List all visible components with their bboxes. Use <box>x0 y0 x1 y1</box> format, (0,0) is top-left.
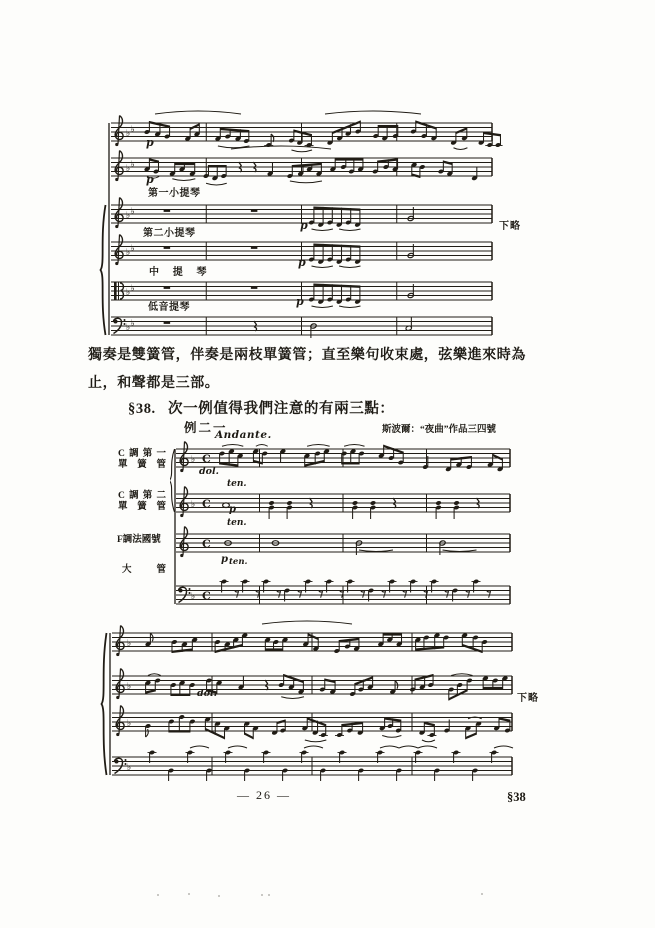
svg-text:♭: ♭ <box>130 207 135 217</box>
dynamic-p-viola: p <box>296 295 304 308</box>
scan-artifact-dot <box>157 894 159 896</box>
viola-label: 中提琴 <box>149 267 207 278</box>
svg-text:♭: ♭ <box>127 682 132 692</box>
music-system-example-21-a <box>170 440 515 612</box>
p-marking-clarinet2: p <box>229 504 236 515</box>
horn-label: F調法國號 <box>117 535 161 545</box>
svg-text:♭: ♭ <box>130 319 135 329</box>
svg-text:C: C <box>202 589 211 603</box>
ten-marking-1: ten. <box>227 479 247 489</box>
clarinet1-label-line2: 單簧管 <box>118 460 166 470</box>
scan-artifact-dot <box>218 895 220 897</box>
scan-artifact-dot <box>188 893 190 895</box>
clarinet1-label-line1: C調第一 <box>118 449 166 459</box>
paragraph-line-1: 獨奏是雙簧管，伴奏是兩枝單簧管；直至樂句收束處，弦樂進來時為 <box>88 348 526 363</box>
svg-text:♭: ♭ <box>130 284 135 294</box>
page-number: — 26 — <box>237 788 291 802</box>
svg-text:♭: ♭ <box>127 719 132 729</box>
dynamic-p-accompaniment: p <box>146 173 154 186</box>
section-38-heading-text: 次一例值得我們注意的有兩三點： <box>168 401 395 417</box>
svg-text:♭: ♭ <box>126 211 131 221</box>
svg-text:C: C <box>202 537 211 551</box>
clarinet2-label <box>118 491 166 513</box>
omitted-below-marker-2: 下略 <box>517 693 539 704</box>
bassoon-label: 大管 <box>122 565 166 575</box>
violin2-label: 第二小提琴 <box>143 228 196 239</box>
clarinet2-label-line2: 單簧管 <box>118 502 166 512</box>
dol-marking-1: dol. <box>199 466 219 477</box>
svg-text:♭: ♭ <box>191 500 196 510</box>
example-attribution: 斯波爾：“夜曲”作品三四號 <box>382 425 497 435</box>
svg-text:♭: ♭ <box>127 763 132 773</box>
svg-text:♭: ♭ <box>130 160 135 170</box>
svg-text:♭: ♭ <box>126 323 131 333</box>
section-38-marker: §38. <box>128 401 156 417</box>
clarinet1-label <box>118 449 166 471</box>
dynamic-p-violin1: p <box>300 219 308 232</box>
ten-marking-2: ten. <box>227 518 247 528</box>
violin1-label: 第一小提琴 <box>148 188 201 199</box>
svg-text:♭: ♭ <box>191 455 196 465</box>
section-38-heading <box>128 401 395 418</box>
paragraph-line-2: 止，和聲都是三部。 <box>88 376 220 391</box>
ten-marking-3: ten. <box>229 557 248 567</box>
svg-text:♭: ♭ <box>126 248 131 258</box>
clarinet2-label-line1: C調第二 <box>118 491 166 501</box>
tempo-marking-andante: Andante. <box>215 429 272 441</box>
music-system-example-21-b <box>98 618 522 786</box>
svg-text:♭: ♭ <box>191 592 196 602</box>
svg-text:C: C <box>202 452 211 466</box>
omitted-below-marker-1: 下略 <box>499 221 521 232</box>
scan-artifact-dot <box>481 893 483 895</box>
scan-artifact-dot <box>268 894 270 896</box>
scan-artifact-dot <box>261 894 263 896</box>
p-ten-marking-horn <box>221 549 247 567</box>
svg-text:♭: ♭ <box>126 129 131 139</box>
p-marking-horn: p <box>221 554 228 565</box>
dynamic-p-violin2: p <box>298 256 306 269</box>
svg-text:C: C <box>202 497 211 511</box>
footer-section-ref: §38 <box>507 790 526 804</box>
dol-marking-2: dol. <box>197 688 217 699</box>
svg-text:♭: ♭ <box>126 164 131 174</box>
dynamic-p-oboe: p <box>146 136 154 149</box>
svg-text:♭: ♭ <box>130 244 135 254</box>
svg-text:♭: ♭ <box>126 288 131 298</box>
svg-text:♭: ♭ <box>130 125 135 135</box>
double-bass-label: 低音提琴 <box>148 302 190 313</box>
svg-text:♭: ♭ <box>127 639 132 649</box>
example-21-label: 例二一 <box>184 421 228 435</box>
